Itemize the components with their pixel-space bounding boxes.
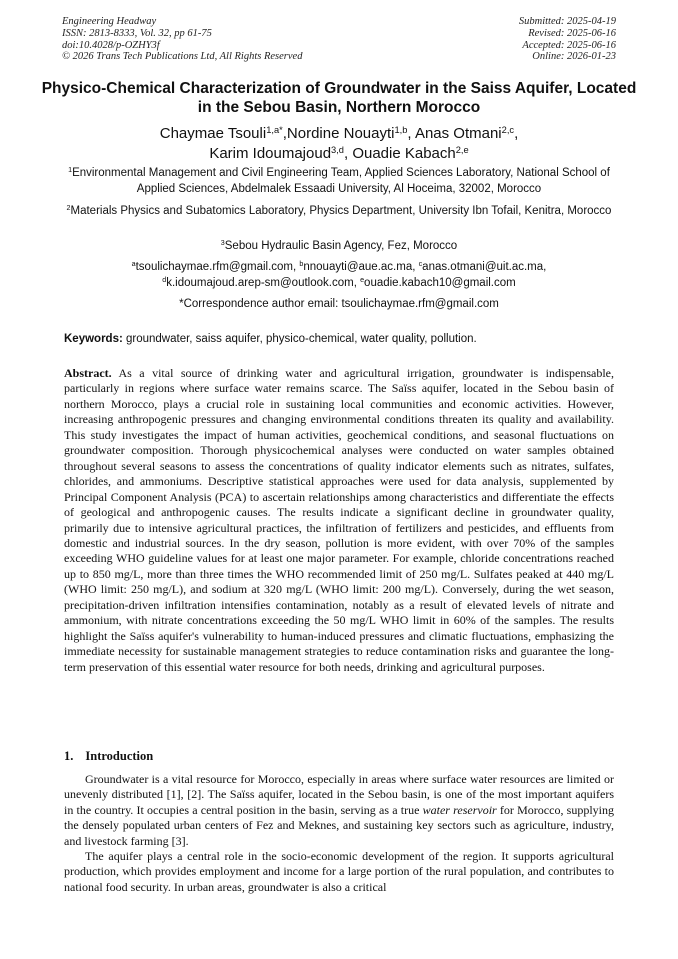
author-name: Anas Otmani: [414, 125, 502, 142]
author-name: Ouadie Kabach: [352, 145, 456, 162]
email-link[interactable]: nnouayti@aue.ac.ma: [303, 261, 413, 273]
email-separator: ,: [412, 261, 419, 273]
author-list: [40, 124, 638, 164]
keywords-text: groundwater, saiss aquifer, physico-chemical, water quality, pollution.: [126, 333, 477, 345]
journal-copyright: © 2026 Trans Tech Publications Ltd, All Rights Reserved: [62, 51, 303, 63]
email-separator: ,: [353, 277, 361, 289]
email-marker: c: [418, 260, 423, 269]
email-marker: e: [360, 276, 365, 285]
email-separator: ,: [543, 261, 547, 273]
email-marker: a: [131, 260, 136, 269]
affiliation-text: Materials Physics and Subatomics Laboratory, Physics Department, University Ibn Tofail, Kenitra, Morocco: [70, 205, 612, 217]
abstract-label: Abstract.: [64, 366, 112, 380]
date-submitted: Submitted: 2025-04-19: [518, 16, 616, 27]
abstract: [64, 366, 614, 675]
paragraph-text: for Morocco, supplying the densely populated urban centers of Fez and Meknes, and sustaining key sectors such as agriculture, industry, and livestock farming [3].: [64, 802, 614, 848]
date-online: Online: 2026-01-23: [532, 51, 616, 63]
affiliation-text: Sebou Hydraulic Basin Agency, Fez, Morocco: [224, 240, 458, 252]
keywords: [64, 331, 616, 347]
affiliation-3: [60, 238, 618, 254]
intro-paragraph-2: The aquifer plays a central role in the socio-economic development of the region. It supports agricultural production, which provides employment and income for a large portion of the rural population, and contributes to national food security. In urban areas, groundwater is also a critical: [64, 849, 614, 894]
affiliation-marker: 3: [220, 239, 225, 248]
email-marker: d: [162, 276, 167, 285]
journal-doi[interactable]: doi:10.4028/p-OZHY3f: [62, 39, 160, 51]
section-number: 1.: [64, 749, 74, 763]
section-title: Introduction: [85, 749, 154, 763]
email-marker: b: [299, 260, 304, 269]
author-marker: 2,e: [455, 144, 469, 155]
paragraph-text: Groundwater is a vital resource for Morocco, especially in areas where surface water resources are limited or unevenly distributed [1], [2]. The Saïss aquifer, located in the Sebou basin, is one of the most important aquifers in the country. It occupies a central position in the basin, serving as a true: [64, 772, 614, 817]
affiliation-marker: 1: [68, 166, 73, 175]
author-name: Chaymae Tsouli: [159, 125, 267, 142]
email-separator: ,: [293, 261, 300, 273]
journal-issn: ISSN: 2813-8333, Vol. 32, pp 61-75: [62, 27, 212, 39]
affiliation-text: Environmental Management and Civil Engineering Team, Applied Sciences Laboratory, National School of Applied Sciences, Abdelmalek Essaadi University, Al Hoceima, 32002, Morocco: [72, 167, 610, 195]
email-link[interactable]: anas.otmani@uit.ac.ma: [422, 261, 544, 273]
author-separator: ,: [514, 125, 519, 142]
author-marker: 3,d: [331, 144, 344, 155]
abstract-text: As a vital source of drinking water and agricultural irrigation, groundwater is indispensable, particularly in regions where surface water remains scarce. The Saïss aquifer, located in the Sebou basin of northern Morocco, plays a crucial role in sustaining local communities and economic activities. However, increasing anthropogenic pressures and changing environmental conditions threaten its quality and availability. This study investigates the impact of human activities, geochemical conditions, and seasonal fluctuations on groundwater composition. Thorough physicochemical analyses were conducted on water samples obtained throughout several seasons to assess the concentrations of quality indicator elements such as nitrates, sulfates, chlorides, and ammoniums. Descriptive statistical approaches were used for data analysis, supplemented by Principal Component Analysis (PCA) to ascertain relationships among characteristics and differentiate the effects of geological and anthropogenic causes. The results indicate a significant decline in groundwater quality, primarily due to intensive agricultural practices, the infiltration of fertilizers and pesticides, and effluents from domestic and industrial sources. In the dry season, pollution is more evident, with over 70% of the samples exceeding WHO guideline values for at least one major parameter. For example, chloride concentrations reached up to 850 mg/L, more than three times the WHO recommended limit of 250 mg/L. Sulfates peaked at 440 mg/L (WHO limit: 250 mg/L), and sodium at 320 mg/L (WHO limit: 200 mg/L). Conversely, during the wet season, precipitation-driven infiltration intensifies contamination, notably as a result of elevated levels of nitrate and ammonium, with nitrate concentrations exceeding the 50 mg/L WHO limit in 60% of the samples. The results highlight the Saïss aquifer's vulnerability to human-induced pressures and climatic fluctuations, emphasizing the immediate necessity for sustainable management strategies to reduce contamination risks and guarantee the long-term preservation of this essential water resource for both needs, drinking and agricultural purposes.: [64, 366, 614, 674]
date-revised: Revised: 2025-06-16: [528, 27, 616, 39]
affiliation-1: [60, 165, 618, 197]
email-link[interactable]: ouadie.kabach10@gmail.com: [364, 277, 516, 289]
author-marker: 1,b: [394, 124, 408, 135]
publication-dates: [519, 16, 616, 63]
email-link[interactable]: k.idoumajoud.arep-sm@outlook.com: [166, 277, 354, 289]
author-marker: 2,c: [501, 124, 515, 135]
author-name: Karim Idoumajoud: [209, 145, 332, 162]
date-accepted: Accepted: 2025-06-16: [522, 39, 616, 51]
paper-title: Physico-Chemical Characterization of Groundwater in the Saiss Aquifer, Located in the Sebou Basin, Northern Morocco: [41, 80, 637, 116]
correspondence-email: *Correspondence author email: tsoulichaymae.rfm@gmail.com: [179, 298, 499, 310]
author-separator: ,: [282, 125, 287, 142]
journal-header: [62, 16, 302, 63]
affiliation-2: [60, 203, 618, 219]
author-marker: 1,a*: [266, 124, 283, 135]
author-name: Nordine Nouayti: [286, 125, 395, 142]
emphasis-text: water reservoir: [422, 802, 497, 817]
intro-paragraph-1: [64, 772, 614, 849]
author-separator: ,: [407, 125, 415, 142]
keywords-label: Keywords:: [64, 333, 123, 345]
affiliation-marker: 2: [66, 204, 71, 213]
journal-name: Engineering Headway: [62, 16, 157, 27]
email-link[interactable]: tsoulichaymae.rfm@gmail.com: [135, 261, 293, 273]
author-separator: ,: [343, 145, 353, 162]
author-emails: [60, 259, 618, 291]
section-heading-introduction: [64, 748, 153, 764]
